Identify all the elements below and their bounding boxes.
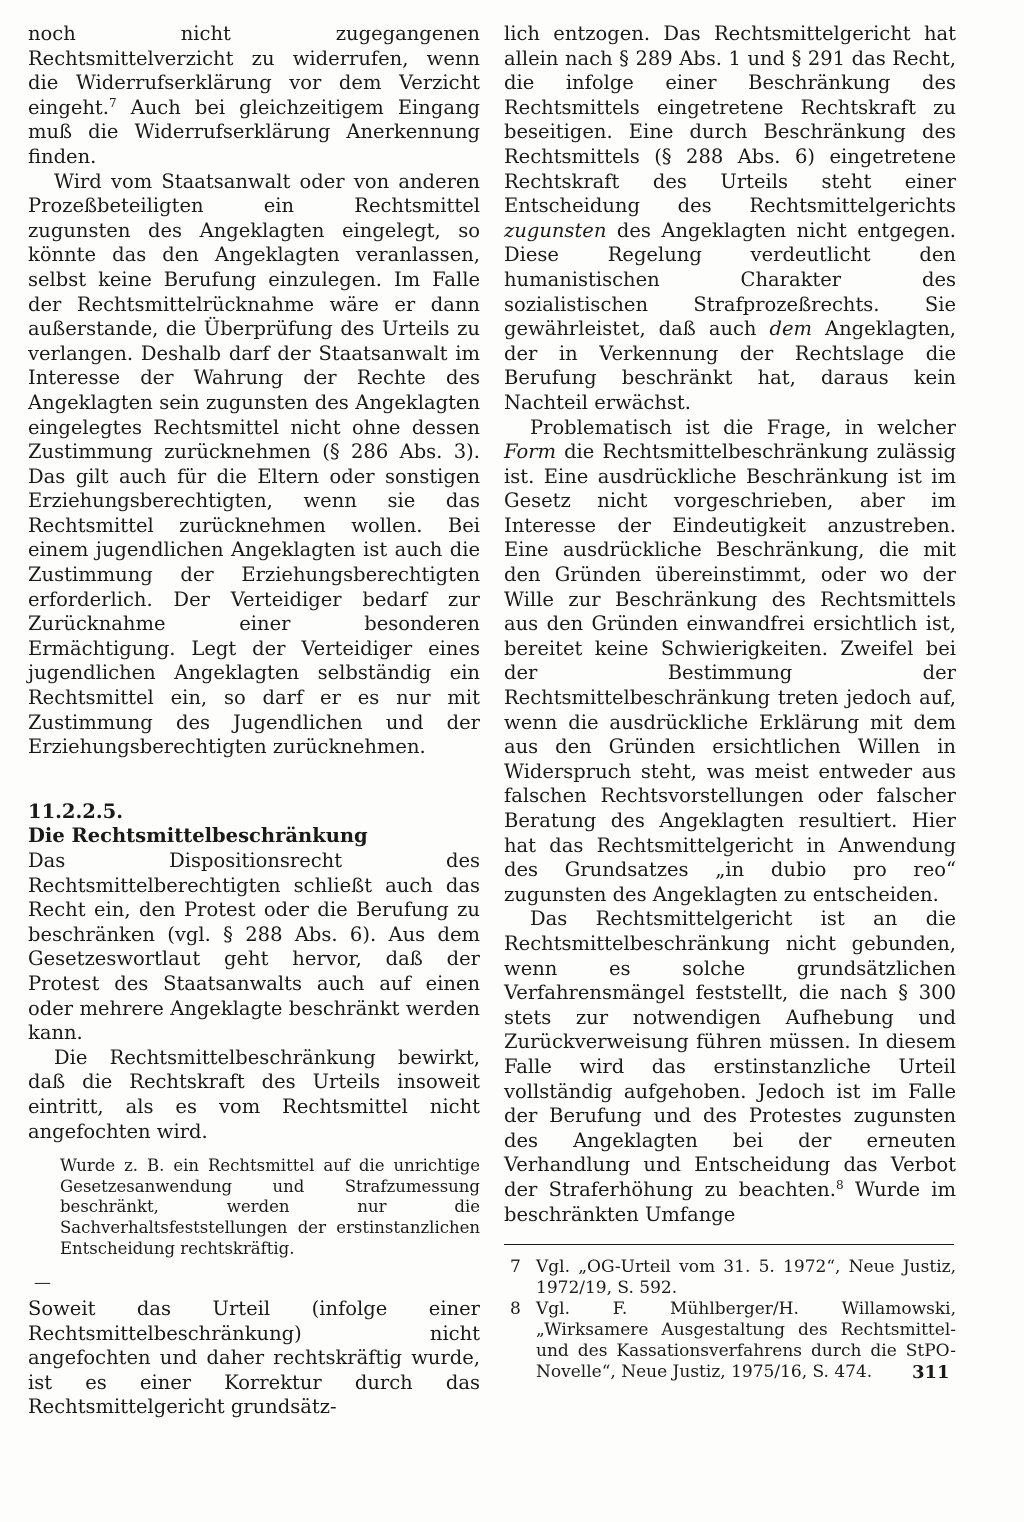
left-column [28, 22, 480, 1420]
section-number: 11.2.2.5. [28, 799, 123, 823]
footnote-divider [504, 1244, 954, 1245]
paragraph: Problematisch ist die Frage, in welcher Form die Rechtsmittelbeschränkung zulässig ist. Eine ausdrückliche Beschränkung ist im Gesetz nicht vorgeschrieben, aber im Interesse der Eindeutigkeit anzustreben. Eine ausdrückliche Beschränkung, die mit den Gründen übereinstimmt, oder wo der Wille zur Beschränkung des Rechtsmittels aus den Gründen einwandfrei ersichtlich ist, bereitet keine Schwierigkeiten. Zweifel bei der Bestimmung der Rechtsmittelbeschränkung treten jedoch auf, wenn die ausdrückliche Erklärung mit dem aus den Gründen ersichtlichen Willen in Widerspruch steht, was meist entweder aus falschen Rechtsvorstellungen oder falscher Beratung des Angeklagten resultiert. Hier hat das Rechtsmittelgericht in Anwendung des Grundsatzes „in dubio pro reo“ zugunsten des Angeklagten zu entscheiden. [504, 415, 956, 906]
paragraph: noch nicht zugegangenen Rechtsmittelverzicht zu widerrufen, wenn die Widerrufserklärung vor dem Verzicht eingeht.$^7$ Auch bei gleichzeitigem Eingang muß die Widerrufserklärung Anerkennung finden. [28, 22, 480, 168]
paragraph: Das Rechtsmittelgericht ist an die Rechtsmittelbeschränkung nicht gebunden, wenn es solche grundsätzlichen Verfahrensmängel feststellt, die nach § 300 stets zur notwendigen Aufhebung und Zurückverweisung führen müssen. In diesem Falle wird das erstinstanzliche Urteil vollständig aufgehoben. Jedoch ist im Falle der Berufung und des Protestes zugunsten des Angeklagten bei der erneuten Verhandlung und Entscheidung das Verbot der Straferhöhung zu beachten.$^8$ Wurde im beschränkten Umfange [504, 907, 957, 1226]
footnote-ref-7[interactable]: 7 [108, 95, 117, 110]
paragraph: Die Rechtsmittelbeschränkung bewirkt, daß die Rechtskraft des Urteils insoweit eintritt, als es vom Rechtsmittel nicht angefochten wird. [28, 1045, 480, 1143]
footnote: 7 Vgl. „OG-Urteil vom 31. 5. 1972“, Neue Justiz, 1972/19, S. 592. [510, 1257, 956, 1299]
paragraph: Das Dispositionsrecht des Rechtsmittelberechtigten schließt auch das Recht ein, den Protest oder die Berufung zu beschränken (vgl. § 288 Abs. 6). Aus dem Gesetzeswortlaut geht hervor, daß der Protest des Staatsanwalts auch auf einen oder mehrere Angeklagte beschränkt werden kann. [28, 849, 480, 1045]
right-column [504, 22, 956, 1383]
footnote-ref-8[interactable]: 8 [835, 1177, 844, 1192]
paragraph: lich entzogen. Das Rechtsmittelgericht hat allein nach § 289 Abs. 1 und § 291 das Recht, die infolge einer Beschränkung des Rechtsmittels eingetretene Rechtskraft zu beseitigen. Eine durch Beschränkung des Rechtsmittels (§ 288 Abs. 6) eingetretene Rechtskraft des Urteils steht einer Entscheidung des Rechtsmittelgerichts zugunsten des Angeklagten nicht entgegen. Diese Regelung verdeutlicht den humanistischen Charakter des sozialistischen Strafprozeßrechts. Sie gewährleistet, daß auch dem Angeklagten, der in Verkennung der Rechtslage die Berufung beschränkt hat, daraus kein Nachteil erwächst. [504, 22, 956, 414]
example-note: Wurde z. B. ein Rechtsmittel auf die unrichtige Gesetzesanwendung und Strafzumessung beschränkt, werden nur die Sachverhaltsfeststellungen der erstinstanzlichen Entscheidung rechtskräftig. [60, 1156, 480, 1258]
separator-mark: — [34, 1273, 51, 1294]
paragraph: Wird vom Staatsanwalt oder von anderen Prozeßbeteiligten ein Rechtsmittel zugunsten des Angeklagten eingelegt, so könnte das den Angeklagten veranlassen, selbst keine Berufung einzulegen. Im Falle der Rechtsmittelrücknahme wäre er dann außerstande, die Überprüfung des Urteils zu verlangen. Deshalb darf der Staatsanwalt im Interesse der Wahrung der Rechte des Angeklagten sein zugunsten des Angeklagten eingelegtes Rechtsmittel nicht ohne dessen Zustimmung zurücknehmen (§ 286 Abs. 3). Das gilt auch für die Eltern oder sonstigen Erziehungsberechtigten, wenn sie das Rechtsmittel zurücknehmen wollen. Bei einem jugendlichen Angeklagten ist auch die Zustimmung der Erziehungsberechtigten erforderlich. Der Verteidiger bedarf zur Zurücknahme einer besonderen Ermächtigung. Legt der Verteidiger eines jugendlichen Angeklagten selbständig ein Rechtsmittel ein, so darf er es nur mit Zustimmung des Jugendlichen und der Erziehungsberechtigten zurücknehmen. [28, 169, 480, 759]
paragraph: Soweit das Urteil (infolge einer Rechtsmittelbeschränkung) nicht angefochten und daher rechtskräftig wurde, ist es einer Korrektur durch das Rechtsmittelgericht grundsätz- [28, 1297, 480, 1419]
section-title: Die Rechtsmittelbeschränkung [28, 824, 368, 848]
page-number: 311 [912, 1362, 950, 1383]
footnote: 8 Vgl. F. Mühlberger/H. Willamowski, „Wirksamere Ausgestaltung des Rechtsmittel- und des Kassationsverfahrens durch die StPO-Novelle“, Neue Justiz, 1975/16, S. 474. [510, 1299, 956, 1383]
